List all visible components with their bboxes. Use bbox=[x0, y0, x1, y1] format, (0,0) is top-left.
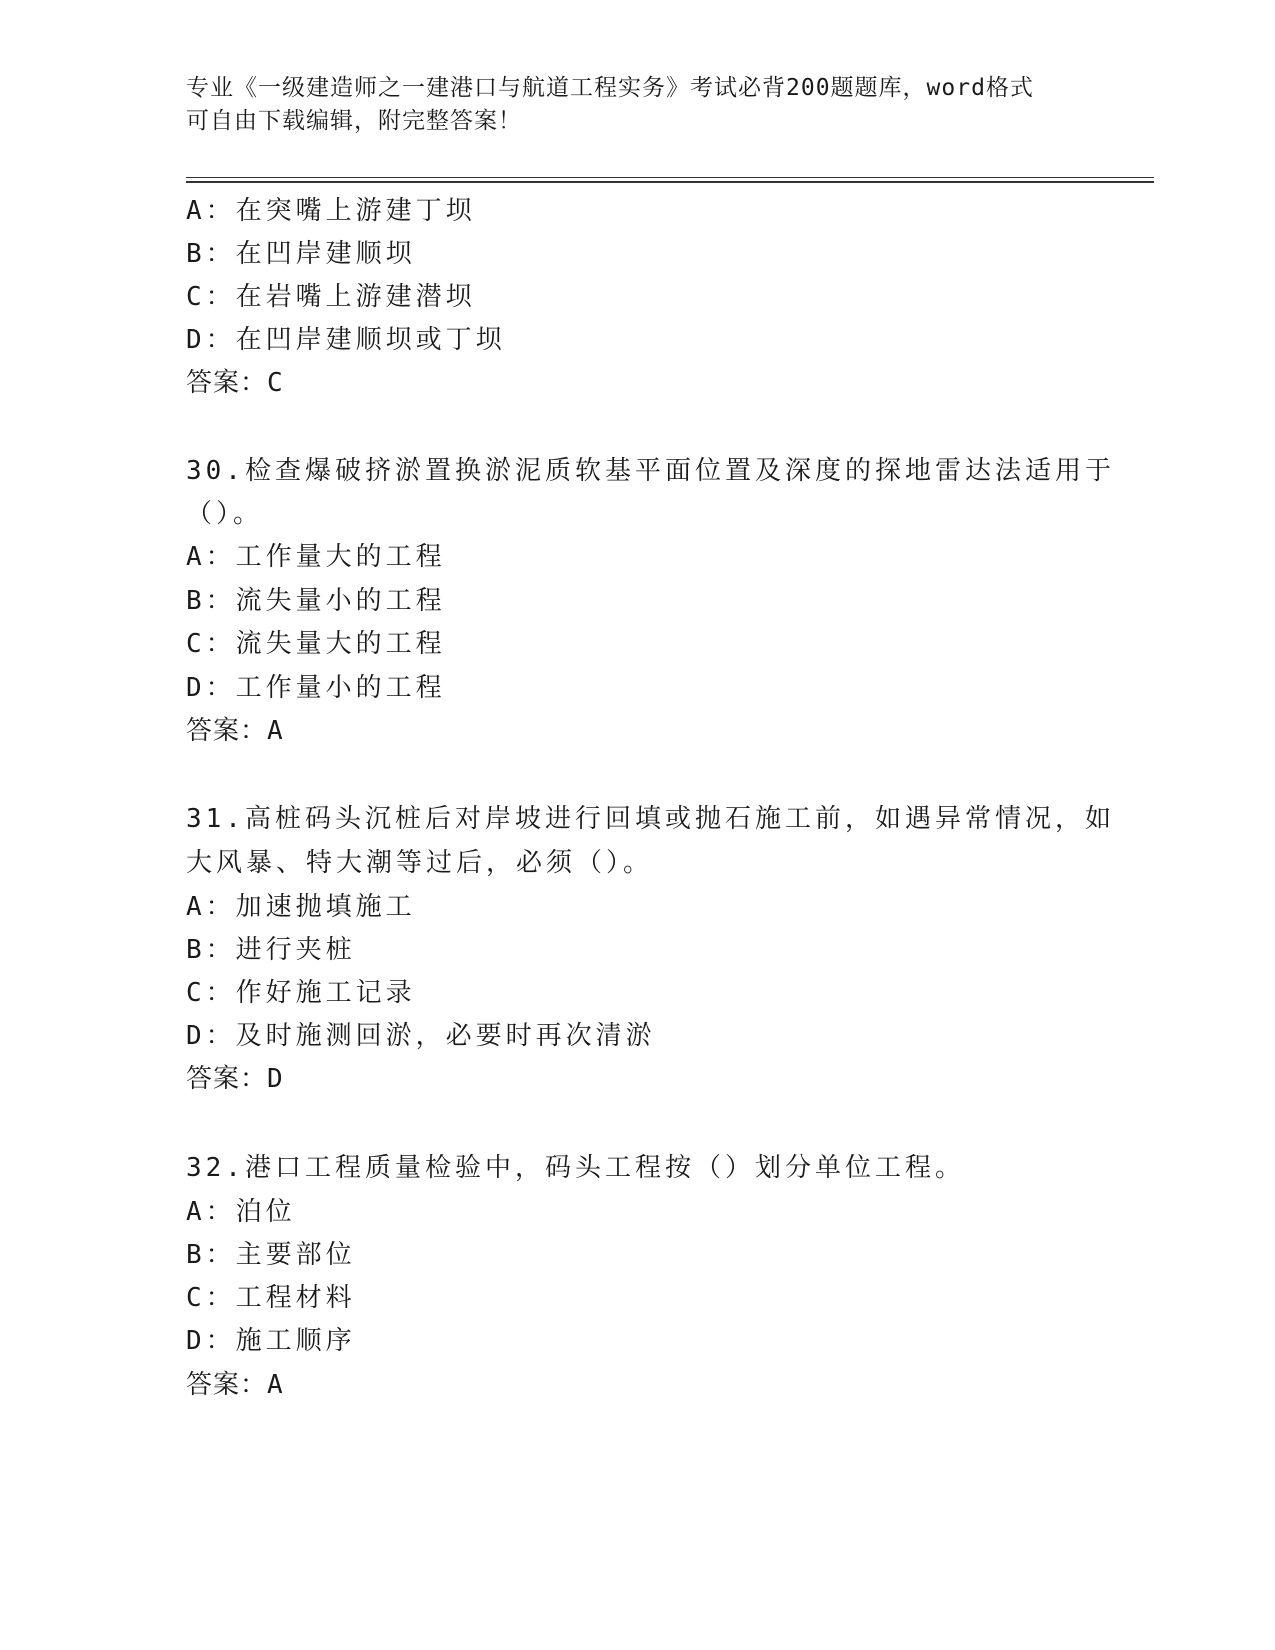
answer: 答案：A bbox=[186, 1370, 284, 1400]
question-stem: 32.港口工程质量检验中，码头工程按（）划分单位工程。 bbox=[186, 1153, 965, 1183]
header-divider-thin bbox=[186, 177, 1154, 178]
option-a: A：工作量大的工程 bbox=[186, 542, 446, 572]
option-c: C：作好施工记录 bbox=[186, 978, 416, 1008]
option-a: A：泊位 bbox=[186, 1197, 296, 1227]
option-d: D：工作量小的工程 bbox=[186, 673, 446, 703]
option-b: B：在凹岸建顺坝 bbox=[186, 239, 416, 269]
option-c: C：工程材料 bbox=[186, 1283, 356, 1313]
header-line-2: 可自由下载编辑，附完整答案！ bbox=[186, 108, 522, 134]
question-stem: 31.高桩码头沉桩后对岸坡进行回填或抛石施工前，如遇异常情况，如 bbox=[186, 804, 1115, 834]
answer: 答案：D bbox=[186, 1064, 284, 1094]
option-b: B：进行夹桩 bbox=[186, 935, 356, 965]
option-b: B：主要部位 bbox=[186, 1240, 356, 1270]
option-b: B：流失量小的工程 bbox=[186, 586, 446, 616]
option-c: C：流失量大的工程 bbox=[186, 629, 446, 659]
option-a: A：在突嘴上游建丁坝 bbox=[186, 196, 476, 226]
option-d: D：施工顺序 bbox=[186, 1326, 356, 1356]
answer: 答案：A bbox=[186, 716, 284, 746]
option-d: D：在凹岸建顺坝或丁坝 bbox=[186, 325, 506, 355]
question-stem-continued: 大风暴、特大潮等过后，必须（）。 bbox=[186, 848, 654, 878]
option-d: D：及时施测回淤，必要时再次清淤 bbox=[186, 1021, 656, 1051]
header-line-1: 专业《一级建造师之一建港口与航道工程实务》考试必背200题题库，word格式 bbox=[186, 75, 1034, 101]
question-stem: 30.检查爆破挤淤置换淤泥质软基平面位置及深度的探地雷达法适用于 bbox=[186, 456, 1115, 486]
option-a: A：加速抛填施工 bbox=[186, 892, 416, 922]
header-divider-thick bbox=[186, 181, 1154, 183]
document-header bbox=[186, 72, 1086, 138]
option-c: C：在岩嘴上游建潜坝 bbox=[186, 282, 476, 312]
answer: 答案：C bbox=[186, 368, 284, 398]
question-stem-continued: （）。 bbox=[186, 499, 264, 529]
